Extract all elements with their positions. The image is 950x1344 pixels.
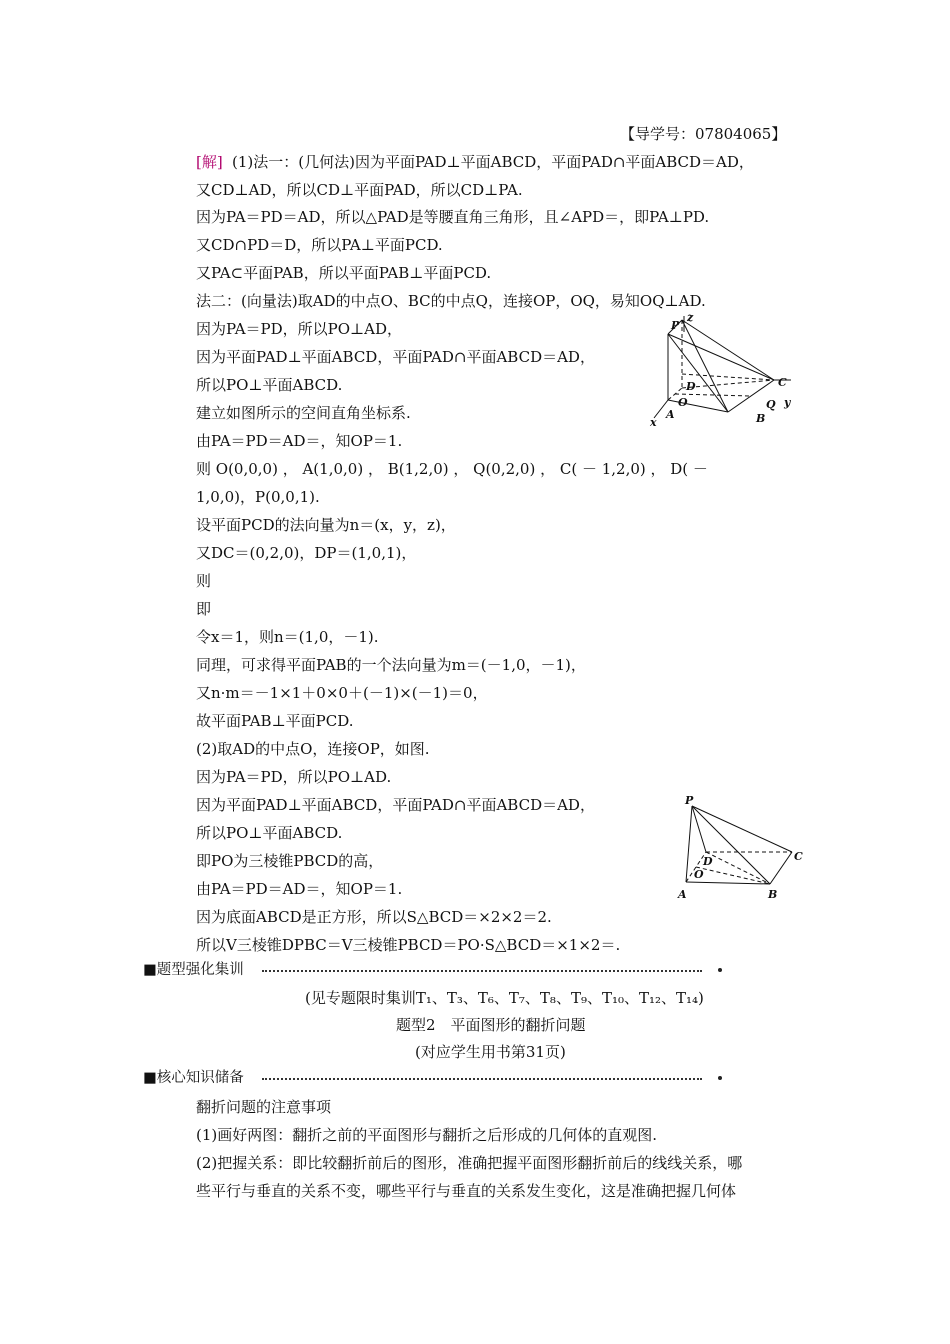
fig1-label-x: x [650, 416, 657, 429]
fig2-label-D: D [703, 855, 713, 868]
notes-line-1: (1)画好两图：翻折之前的平面图形与翻折之后形成的几何体的直观图. [196, 1126, 658, 1144]
notes-title: 翻折问题的注意事项 [196, 1098, 332, 1116]
section-divider-2 [262, 1078, 702, 1080]
section-bullet-2 [718, 1076, 722, 1080]
solution-tag: [解] [196, 153, 223, 171]
section-heading-practice: ■题型强化集训 [143, 962, 244, 978]
section-heading-knowledge: ■核心知识储备 [143, 1070, 244, 1086]
solution-line-5: 又PA⊂平面PAB，所以平面PAB⊥平面PCD. [196, 264, 492, 282]
solution-line-8: 因为平面PAD⊥平面ABCD，平面PAD∩平面ABCD＝AD， [196, 348, 595, 366]
fig1-label-D: D [686, 380, 696, 393]
solution-line-7: 因为PA＝PD，所以PO⊥AD， [196, 320, 403, 338]
fig1-label-C: C [778, 376, 787, 389]
fig1-label-y: y [784, 396, 791, 409]
solution-line-29: 所以V三棱锥DPBC＝V三棱锥PBCD＝PO·S△BCD＝×1×2＝. [196, 936, 621, 954]
solution-line-11: 由PA＝PD＝AD＝，知OP＝1. [196, 432, 403, 450]
solution-line-25: 所以PO⊥平面ABCD. [196, 824, 343, 842]
guide-number: 【导学号：07804065】 [620, 125, 787, 143]
solution-line-16: 则 [196, 572, 212, 590]
solution-line-14: 设平面PCD的法向量为n＝(x，y，z)， [196, 516, 456, 534]
topic-page-ref: (对应学生用书第31页) [415, 1043, 566, 1061]
solution-line-6: 法二：(向量法)取AD的中点O、BC的中点Q，连接OP，OQ，易知OQ⊥AD. [196, 292, 706, 310]
fig1-label-O: O [678, 396, 688, 409]
figure-pyramid-coordinates [646, 312, 796, 432]
solution-line-2: 又CD⊥AD，所以CD⊥平面PAD，所以CD⊥PA. [196, 181, 523, 199]
solution-line-23: 因为PA＝PD，所以PO⊥AD. [196, 768, 392, 786]
solution-line-26: 即PO为三棱锥PBCD的高， [196, 852, 384, 870]
fig2-label-A: A [678, 888, 687, 901]
solution-line-9: 所以PO⊥平面ABCD. [196, 376, 343, 394]
solution-line-3: 因为PA＝PD＝AD，所以△PAD是等腰直角三角形，且∠APD＝，即PA⊥PD. [196, 208, 710, 226]
fig2-label-B: B [768, 888, 778, 901]
fig1-label-A: A [666, 408, 675, 421]
fig2-label-C: C [794, 850, 803, 863]
solution-line-27: 由PA＝PD＝AD＝，知OP＝1. [196, 880, 403, 898]
solution-line-21: 故平面PAB⊥平面PCD. [196, 712, 354, 730]
fig2-label-P: P [685, 794, 694, 807]
section-bullet-1 [718, 968, 722, 972]
solution-line-4: 又CD∩PD＝D，所以PA⊥平面PCD. [196, 236, 443, 254]
solution-line-18: 令x＝1，则n＝(1,0，－1). [196, 628, 379, 646]
solution-line-22: (2)取AD的中点O，连接OP，如图. [196, 740, 430, 758]
solution-line-13: 1,0,0)，P(0,0,1). [196, 488, 320, 506]
solution-line-20: 又n·m＝－1×1＋0×0＋(－1)×(－1)＝0， [196, 684, 488, 702]
solution-line-17: 即 [196, 600, 212, 618]
solution-line-12: 则 O(0,0,0) ， A(1,0,0) ， B(1,2,0) ， Q(0,2,0) ， C( － 1,2,0) ， D( － [196, 460, 708, 478]
fig1-label-z: z [687, 312, 694, 324]
fig1-label-Q: Q [766, 398, 776, 411]
notes-line-3: 些平行与垂直的关系不变，哪些平行与垂直的关系发生变化，这是准确把握几何体 [196, 1182, 737, 1200]
solution-line-1: (1)法一：(几何法)因为平面PAD⊥平面ABCD，平面PAD∩平面ABCD＝AD， [232, 153, 754, 171]
fig1-label-P: P [671, 319, 680, 332]
solution-line-19: 同理，可求得平面PAB的一个法向量为m＝(－1,0，－1)， [196, 656, 586, 674]
solution-line-15: 又DC＝(0,2,0)，DP＝(1,0,1)， [196, 544, 417, 562]
see-also-ref: (见专题限时集训T₁、T₃、T₆、T₇、T₈、T₉、T₁₀、T₁₂、T₁₄) [305, 989, 704, 1007]
figure-pyramid [670, 792, 810, 902]
solution-line-24: 因为平面PAD⊥平面ABCD，平面PAD∩平面ABCD＝AD， [196, 796, 595, 814]
topic-title: 题型2 平面图形的翻折问题 [396, 1016, 586, 1034]
section-divider-1 [262, 970, 702, 972]
fig2-label-O: O [694, 868, 704, 881]
solution-line-28: 因为底面ABCD是正方形，所以S△BCD＝×2×2＝2. [196, 908, 552, 926]
notes-line-2: (2)把握关系：即比较翻折前后的图形，准确把握平面图形翻折前后的线线关系，哪 [196, 1154, 743, 1172]
fig1-label-B: B [756, 412, 766, 425]
solution-line-10: 建立如图所示的空间直角坐标系. [196, 404, 411, 422]
